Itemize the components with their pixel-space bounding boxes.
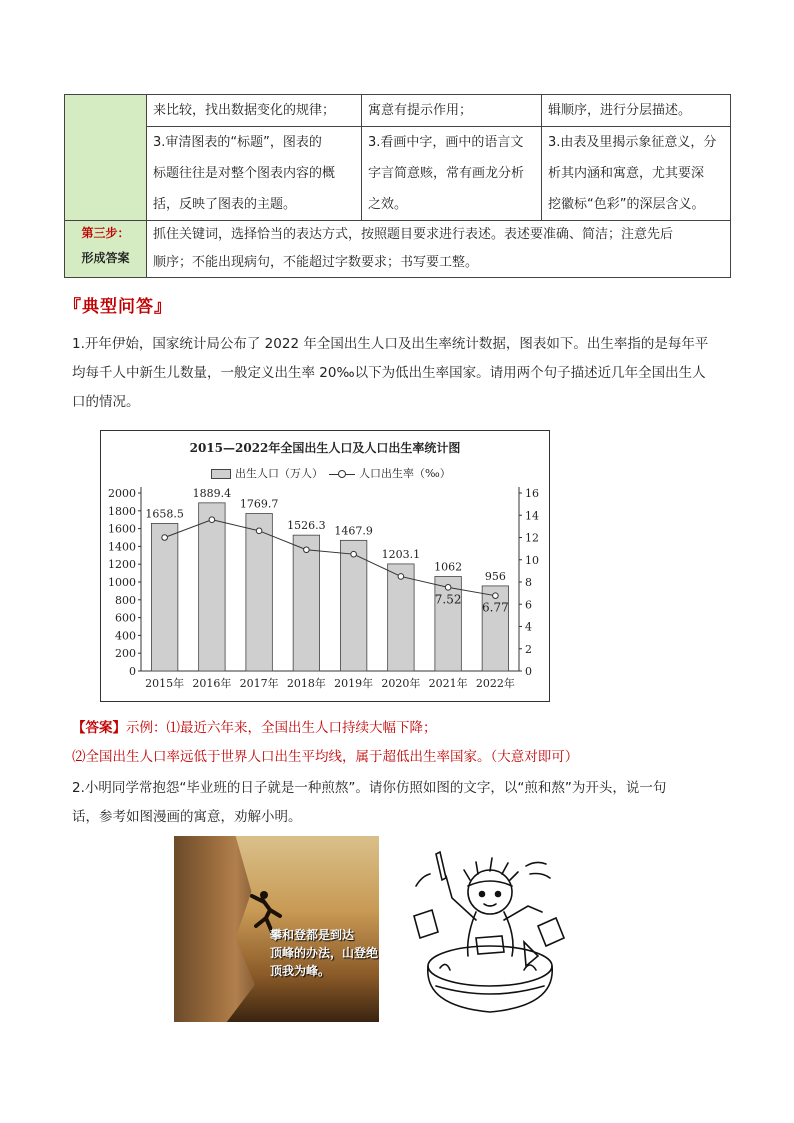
x-tick-label: 2021年: [428, 677, 468, 690]
step-number: 第三步：: [81, 226, 130, 240]
x-tick-label: 2017年: [239, 677, 279, 690]
birth-rate-point: [162, 535, 168, 541]
question-line: 话，参考如图漫画的寓意，劝解小明。: [72, 809, 302, 825]
y-tick-label-left: 1800: [108, 504, 136, 518]
table-cell: 辑顺序，进行分层描述。: [542, 95, 731, 127]
table-cell: 3.看画中字，画中的语言文 字言简意赅，常有画龙分析 之效。: [362, 127, 542, 221]
bar: [246, 513, 272, 671]
bar: [435, 576, 461, 671]
y-tick-label-right: 10: [525, 553, 539, 567]
bar-value-label: 956: [484, 569, 506, 583]
legend-label: 人口出生率（‰）: [359, 467, 451, 480]
x-tick-label: 2015年: [145, 677, 185, 690]
y-tick-label-left: 200: [115, 647, 136, 661]
legend-label: 出生人口（万人）: [235, 467, 323, 480]
bar: [151, 523, 177, 671]
birth-rate-point: [493, 593, 499, 599]
climber-photo: [174, 836, 379, 1022]
question-line: 1.开年伊始，国家统计局公布了 2022 年全国出生人口及出生率统计数据，图表如下。出生率指的是每年平: [72, 336, 709, 352]
y-tick-label-left: 1200: [108, 558, 136, 572]
bar: [293, 535, 319, 671]
table-cell: 抓住关键词，选择恰当的表达方式，按照题目要求进行表述。表述要准确、简洁；注意先后 顺序；不能出现病句，不能超过字数要求；书写要工整。: [147, 221, 731, 278]
chart-plot: [101, 431, 549, 701]
x-tick-label: 2019年: [334, 677, 374, 690]
table-cell: 3.由表及里揭示象征意义，分 析其内涵和寓意，尤其要深 挖徽标“色彩”的深层含义。: [542, 127, 731, 221]
x-tick-label: 2018年: [286, 677, 326, 690]
question-line: 口的情况。: [72, 394, 140, 410]
y-tick-label-left: 1000: [108, 576, 136, 589]
birth-chart: [100, 430, 550, 702]
birth-rate-point: [445, 585, 451, 591]
birth-rate-label: 7.52: [434, 592, 462, 607]
step-name: 形成答案: [81, 251, 130, 265]
x-tick-label: 2020年: [381, 677, 421, 690]
bar-value-label: 1526.3: [287, 519, 326, 533]
y-tick-label-right: 8: [525, 576, 532, 589]
table-cell: 寓意有提示作用；: [362, 95, 542, 127]
x-tick-label: 2022年: [475, 677, 515, 690]
question-line: 2.小明同学常抱怨“毕业班的日子就是一种煎熬”。请你仿照如图的文字，以“煎和熬”为开头，说一句: [72, 780, 667, 796]
table-row: [65, 221, 731, 278]
green-label-cell: [65, 95, 147, 221]
answer-text: 示例：⑴最近六年来，全国出生人口持续大幅下降；: [126, 720, 437, 736]
bar-value-label: 1062: [434, 560, 463, 574]
method-table: [64, 94, 731, 278]
bar: [388, 564, 414, 671]
bar-value-label: 1889.4: [192, 486, 232, 500]
answer-1-line-2: ⑵全国出生人口率远低于世界人口出生平均线，属于超低出生率国家。（大意对即可）: [72, 749, 579, 765]
y-tick-label-right: 0: [525, 665, 532, 678]
y-tick-label-right: 14: [525, 509, 539, 523]
table-cell: 3.审清图表的“标题”，图表的 标题往往是对整个图表内容的概 括，反映了图表的主题。: [147, 127, 362, 221]
y-tick-label-right: 16: [525, 487, 539, 500]
bar-value-label: 1467.9: [334, 524, 373, 538]
birth-rate-point: [256, 528, 262, 534]
bar-value-label: 1769.7: [239, 497, 279, 511]
y-tick-label-left: 1600: [108, 522, 136, 536]
step-label-cell: [65, 221, 147, 278]
question-line: 均每千人中新生儿数量，一般定义出生率 20‰以下为低出生率国家。请用两个句子描述近几年全国出生人: [72, 365, 706, 381]
y-tick-label-left: 600: [115, 611, 136, 625]
photo-caption: 攀和登都是到达 顶峰的办法，山登绝 顶我为峰。: [270, 928, 379, 978]
bar-value-label: 1658.5: [145, 507, 184, 521]
answer-1-line-1: [72, 714, 437, 743]
chart-title: 2015—2022年全国出生人口及人口出生率统计图: [189, 441, 461, 455]
y-tick-label-left: 2000: [108, 487, 136, 500]
y-tick-label-right: 2: [525, 642, 532, 656]
y-tick-label-left: 1400: [108, 540, 136, 554]
table-cell: 来比较，找出数据变化的规律；: [147, 95, 362, 127]
section-title: 『典型问答』: [64, 297, 172, 317]
y-tick-label-right: 4: [525, 620, 532, 634]
y-tick-label-left: 400: [115, 629, 136, 643]
birth-rate-point: [351, 551, 357, 557]
y-tick-label-right: 6: [525, 598, 532, 612]
x-tick-label: 2016年: [192, 677, 232, 690]
y-tick-label-right: 12: [525, 531, 539, 545]
bar-value-label: 1203.1: [381, 547, 421, 561]
birth-rate-point: [209, 517, 215, 523]
y-tick-label-left: 0: [129, 665, 136, 678]
table-row: [65, 95, 731, 127]
question-1: [72, 330, 732, 417]
bar: [340, 540, 366, 671]
birth-rate-point: [304, 547, 310, 553]
answer-tag: 【答案】: [72, 720, 126, 736]
birth-rate-label: 6.77: [482, 600, 509, 615]
question-2: [72, 774, 732, 832]
table-row: [65, 127, 731, 221]
cartoon-student-in-pot: [406, 846, 574, 1018]
birth-rate-point: [398, 574, 404, 580]
y-tick-label-left: 800: [115, 593, 136, 607]
bar: [199, 503, 225, 671]
